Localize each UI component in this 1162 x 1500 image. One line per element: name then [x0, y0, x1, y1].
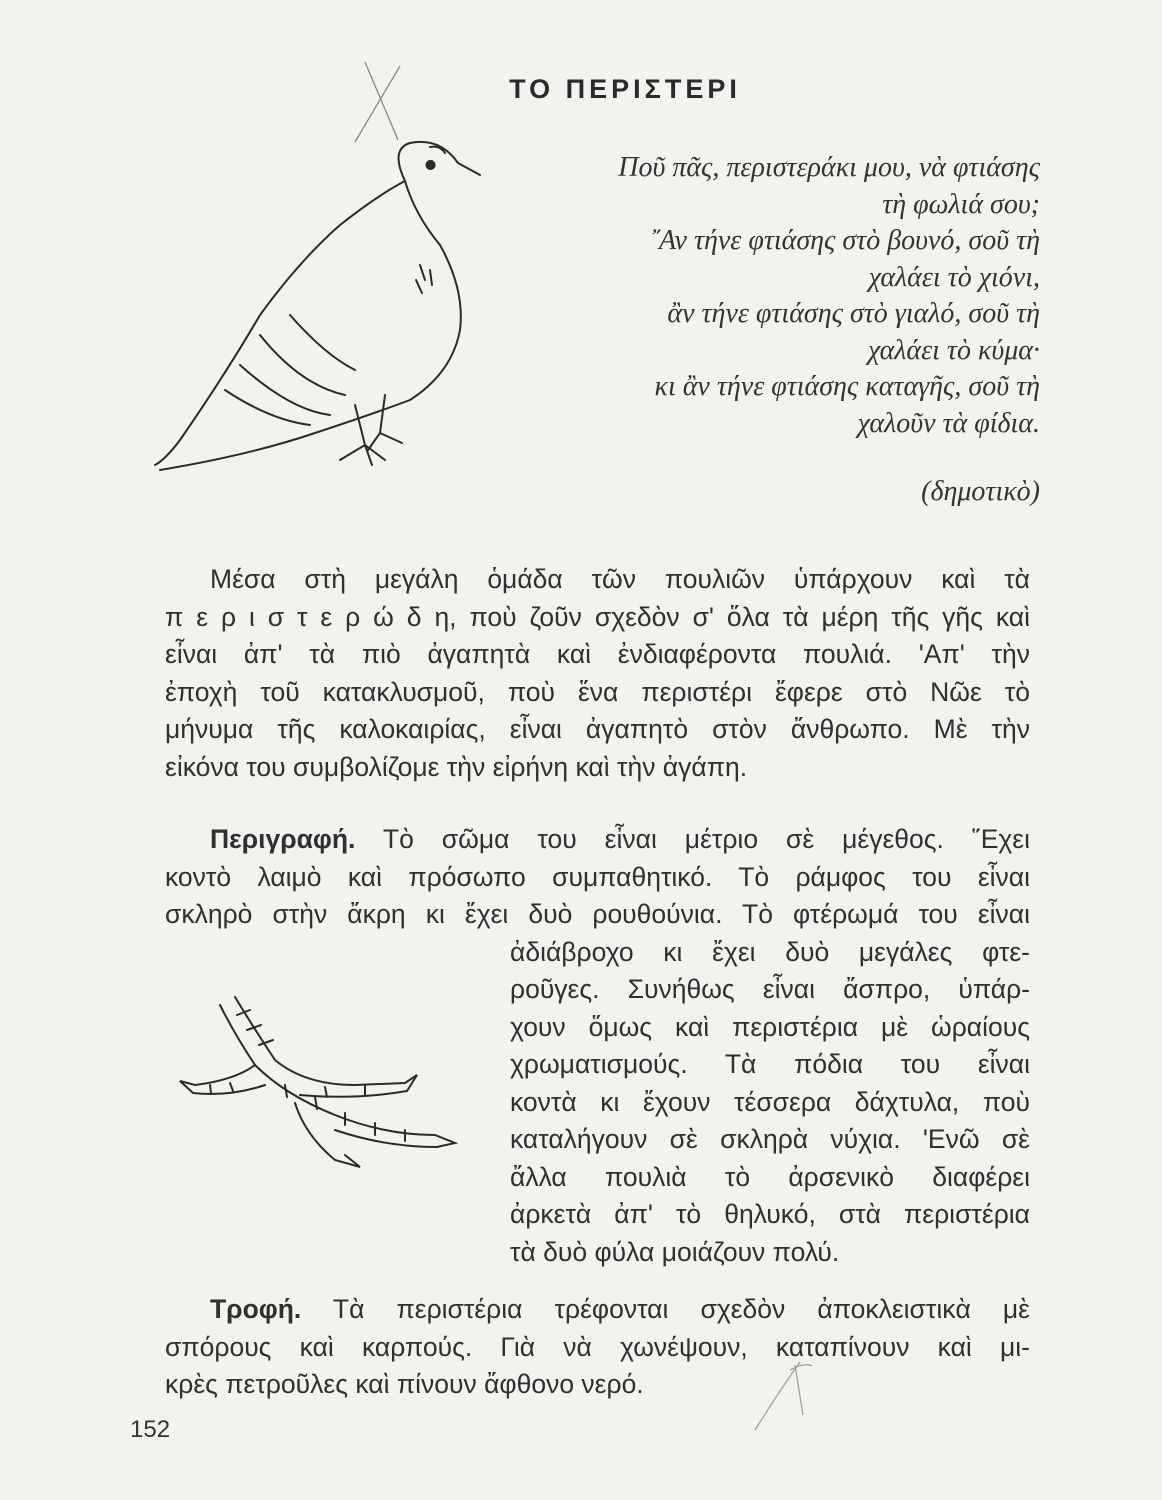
- text-line: ἀδιάβροχο κι ἔχει δυὸ μεγάλες φτε-: [510, 936, 1030, 967]
- text-line: π ε ρ ι σ τ ε ρ ώ δ η, ποὺ ζοῦν σχεδὸν σ' ὅλα τὰ μέρη τῆς γῆς καὶ: [165, 601, 1030, 632]
- poem-line: χαλάει τὸ κύμα·: [867, 334, 1040, 366]
- text-line: ροῦγες. Συνήθως εἶναι ἄσπρο, ὑπάρ-: [510, 974, 1030, 1004]
- text-line: τὰ δυὸ φύλα μοιάζουν πολύ.: [510, 1236, 840, 1267]
- section-heading-description: Περιγραφή.: [210, 824, 356, 854]
- text-line: κοντὸ λαιμὸ καὶ πρόσωπο συμπαθητικό. Τὸ ράμφος του εἶναι: [165, 861, 1030, 892]
- text-line: ἀρκετὰ ἀπ' τὸ θηλυκό, στὰ περιστέρια: [510, 1199, 1030, 1229]
- poem: [470, 150, 1040, 442]
- page-number: 152: [130, 1416, 171, 1443]
- poem-source: (δημοτικὸ): [921, 476, 1040, 507]
- text-line: μήνυμα τῆς καλοκαιρίας, εἶναι ἀγαπητὸ στὸν ἄνθρωπο. Μὲ τὴν: [165, 714, 1030, 744]
- text-line: χρωματισμούς. Τὰ πόδια του εἶναι: [510, 1049, 1030, 1079]
- text-line: εἶναι ἀπ' τὰ πιὸ ἀγαπητὰ καὶ ἐνδιαφέροντα πουλιά. 'Απ' τὴν: [165, 639, 1030, 669]
- text-line: [165, 821, 1030, 859]
- text-line: σπόρους καὶ καρπούς. Γιὰ νὰ χωνέψουν, καταπίνουν καὶ μι-: [165, 1331, 1030, 1362]
- text-line: ἐποχὴ τοῦ κατακλυσμοῦ, ποὺ ἕνα περιστέρι ἔφερε στὸ Νῶε τὸ: [165, 676, 1030, 707]
- text-line: χουν ὅμως καὶ περιστέρια μὲ ὡραίους: [510, 1011, 1030, 1042]
- pigeon-foot-illustration: [175, 985, 475, 1175]
- poem-line: χαλάει τὸ χιόνι,: [868, 261, 1040, 293]
- text-line: σκληρὸ στὴν ἄκρη κι ἔχει δυὸ ρουθούνια. Τὸ φτέρωμά του εἶναι: [165, 899, 1030, 929]
- poem-line: τὴ φωλιά σου;: [882, 188, 1040, 220]
- text-span: Τὰ περιστέρια τρέφονται σχεδὸν ἀποκλειστικὰ μὲ: [332, 1294, 1030, 1324]
- section-heading-food: Τροφή.: [210, 1294, 302, 1324]
- intro-paragraph: [165, 561, 1030, 786]
- text-line: καταλήγουν σὲ σκληρὰ νύχια. 'Ενῶ σὲ: [510, 1124, 1030, 1154]
- text-line: ἄλλα πουλιὰ τὸ ἀρσενικὸ διαφέρει: [510, 1161, 1030, 1192]
- poem-line: Ποῦ πᾶς, περιστεράκι μου, νὰ φτιάσης: [618, 152, 1040, 183]
- poem-line: κι ἂν τήνε φτιάσης καταγῆς, σοῦ τὴ: [654, 371, 1040, 402]
- food-paragraph: [165, 1291, 1030, 1404]
- poem-line: χαλοῦν τὰ φίδια.: [857, 407, 1040, 439]
- page-title: ΤΟ ΠΕΡΙΣΤΕΡΙ: [509, 74, 741, 104]
- pigeon-illustration: [140, 115, 500, 495]
- text-line: Μέσα στὴ μεγάλη ὁμάδα τῶν πουλιῶν ὑπάρχουν καὶ τὰ: [210, 564, 1030, 594]
- text-line: κρὲς πετροῦλες καὶ πίνουν ἄφθονο νερό.: [165, 1369, 644, 1399]
- text-span: Τὸ σῶμα του εἶναι μέτριο σὲ μέγεθος. ῞Εχει: [382, 824, 1030, 854]
- text-line: κοντὰ κι ἔχουν τέσσερα δάχτυλα, ποὺ: [510, 1086, 1030, 1117]
- text-line: εἰκόνα του συμβολίζομε τὴν εἰρήνη καὶ τὴν ἀγάπη.: [165, 751, 748, 782]
- poem-line: ἂν τήνε φτιάσης στὸ γιαλό, σοῦ τὴ: [667, 298, 1040, 329]
- poem-line: ῎Αν τήνε φτιάσης στὸ βουνό, σοῦ τὴ: [649, 225, 1040, 256]
- text-line: [165, 1291, 1030, 1329]
